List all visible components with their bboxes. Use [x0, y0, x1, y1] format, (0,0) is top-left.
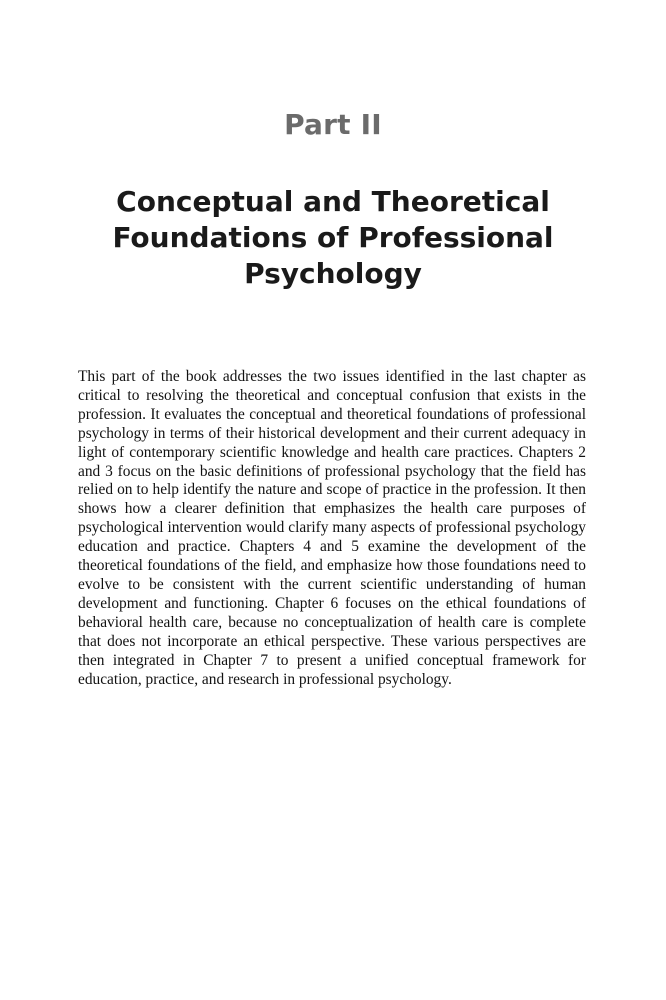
part-title-heading: Conceptual and Theoretical Foundations of Professional Psychology — [112, 185, 554, 290]
part-introduction-paragraph: This part of the book addresses the two issues identified in the last chapter as critical to resolving the theoretical and conceptual confusion that exists in the profession. It evaluates the conceptual and theoretical foundations of professional psychology in terms of their historical development and their current adequacy in light of contemporary scientific knowledge and health care practices. Chapters 2 and 3 focus on the basic definitions of professional psychology that the field has relied on to help identify the nature and scope of practice in the profession. It then shows how a clearer definition that emphasizes the health care purposes of psychological intervention would clarify many aspects of professional psychology education and practice. Chapters 4 and 5 examine the development of the theoretical foundations of the field, and emphasize how those foundations need to evolve to be consistent with the current scientific understanding of human development and functioning. Chapter 6 focuses on the ethical foundations of behavioral health care, because no conceptualization of health care is complete that does not incorporate an ethical perspective. These various perspectives are then integrated in Chapter 7 to present a unified conceptual framework for education, practice, and research in professional psychology. — [78, 368, 586, 688]
part-number-heading: Part II — [284, 108, 382, 141]
